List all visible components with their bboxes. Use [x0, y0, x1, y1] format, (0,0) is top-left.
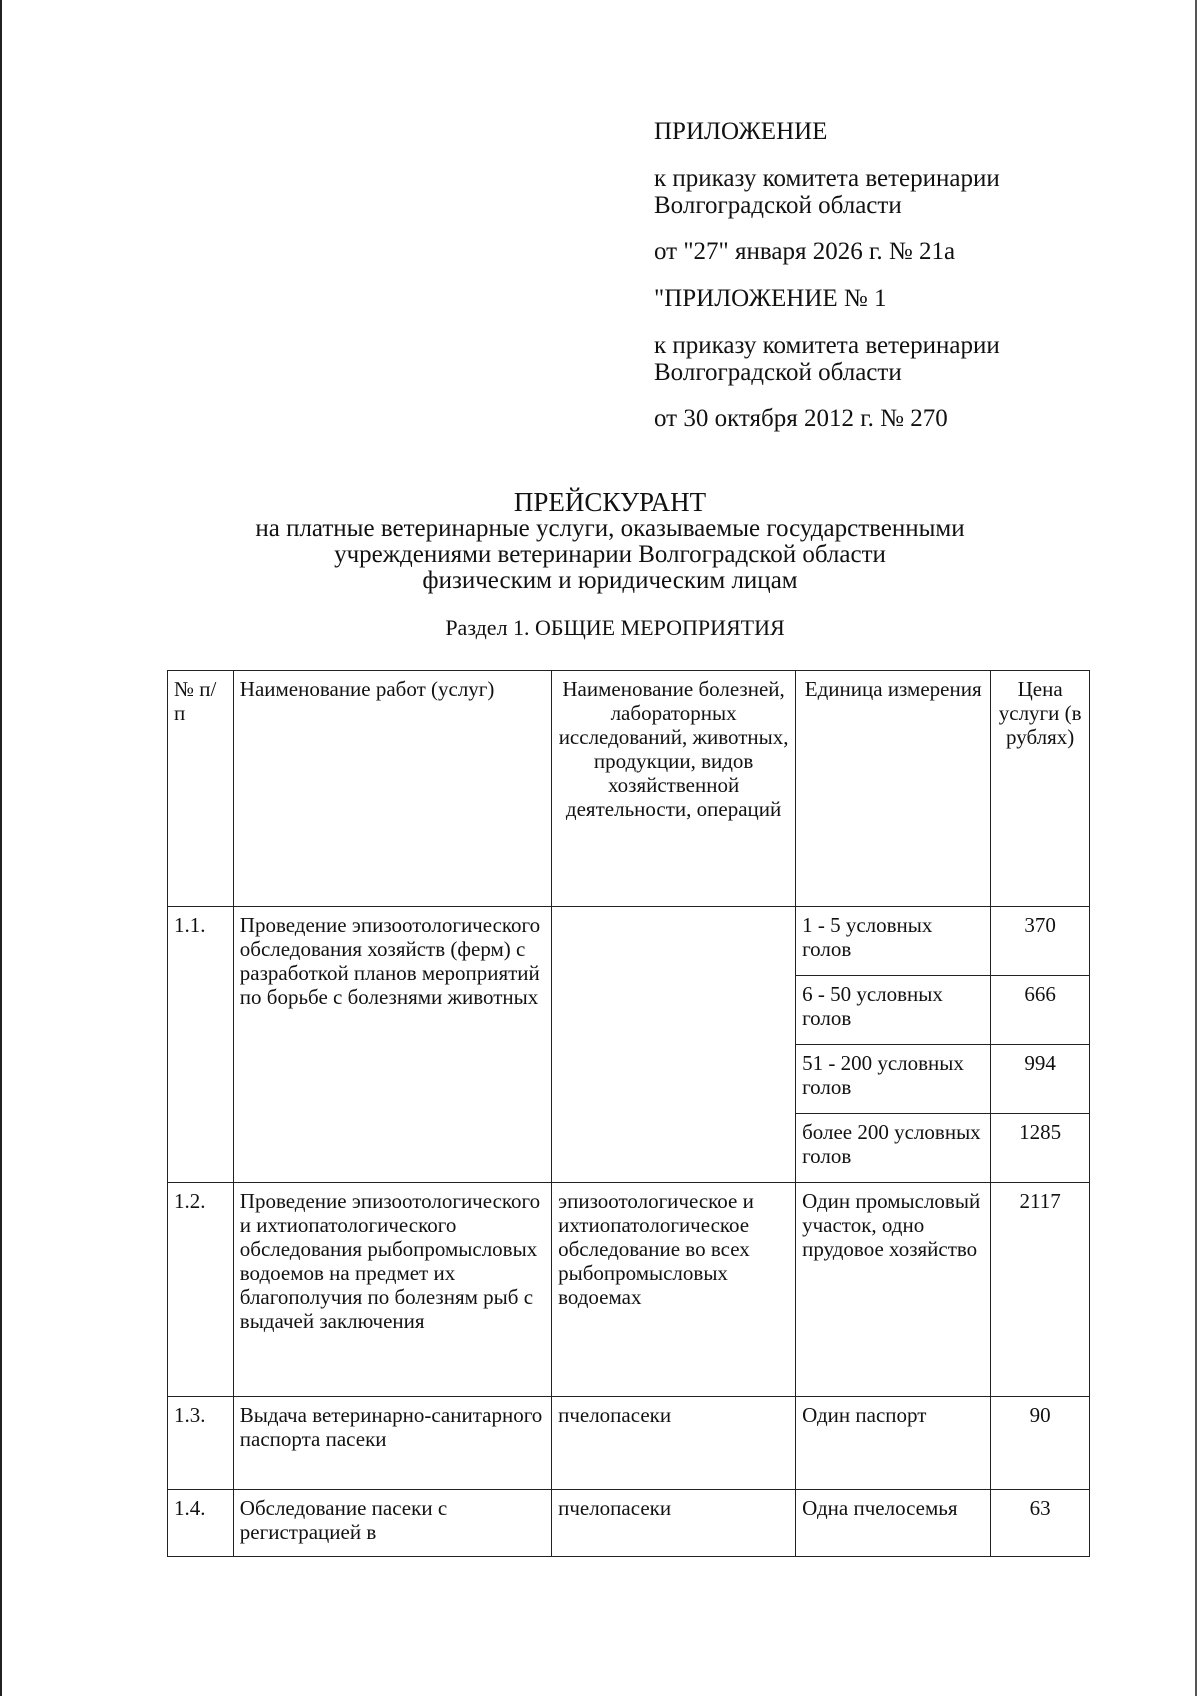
row-unit: 6 - 50 условных голов: [796, 976, 991, 1045]
table-row: [168, 907, 1090, 976]
appendix-label: ПРИЛОЖЕНИЕ: [654, 118, 828, 145]
table-header-row: [168, 671, 1090, 907]
header-unit: Единица измерения: [796, 671, 991, 907]
row-disease: [552, 907, 796, 1183]
scan-edge-left: [0, 0, 2, 1696]
row-price: 63: [991, 1490, 1090, 1557]
table-row: [168, 1490, 1090, 1557]
title-line-1: на платные ветеринарные услуги, оказываемые государственными: [255, 515, 965, 542]
row-disease: эпизоотологическое и ихтиопатологическое обследование во всех рыбопромысловых водоемах: [552, 1183, 796, 1397]
row-price: 370: [991, 907, 1090, 976]
document-title: [0, 488, 1200, 594]
header-price: Цена услуги (в рублях): [991, 671, 1090, 907]
row-name: Выдача ветеринарно-санитарного паспорта пасеки: [233, 1397, 551, 1490]
section-heading: Раздел 1. ОБЩИЕ МЕРОПРИЯТИЯ: [445, 615, 785, 640]
row-price: 1285: [991, 1114, 1090, 1183]
row-name: Проведение эпизоотологического и ихтиопатологического обследования рыбопромысловых водоемов на предмет их благополучия по болезням рыб с выдачей заключения: [233, 1183, 551, 1397]
row-unit: Один промысловый участок, одно прудовое хозяйство: [796, 1183, 991, 1397]
table-row: [168, 1397, 1090, 1490]
row-price: 90: [991, 1397, 1090, 1490]
appendix-header: [654, 118, 1134, 451]
header-name: Наименование работ (услуг): [233, 671, 551, 907]
title-line-2: учреждениями ветеринарии Волгоградской области: [334, 541, 886, 568]
row-unit: 1 - 5 условных голов: [796, 907, 991, 976]
price-table: [167, 670, 1090, 1557]
row-price: 994: [991, 1045, 1090, 1114]
row-price: 666: [991, 976, 1090, 1045]
title-main: ПРЕЙСКУРАНТ: [513, 487, 707, 517]
row-name: Обследование пасеки с регистрацией в: [233, 1490, 551, 1557]
row-name: Проведение эпизоотологического обследования хозяйств (ферм) с разработкой планов мероприятий по борьбе с болезнями животных: [233, 907, 551, 1183]
row-unit: более 200 условных голов: [796, 1114, 991, 1183]
header-num: № п/п: [168, 671, 234, 907]
appendix-1-label: "ПРИЛОЖЕНИЕ № 1: [654, 285, 887, 312]
order-date-2: от 30 октября 2012 г. № 270: [654, 405, 948, 432]
row-num: 1.2.: [168, 1183, 234, 1397]
row-num: 1.1.: [168, 907, 234, 1183]
row-price: 2117: [991, 1183, 1090, 1397]
row-num: 1.3.: [168, 1397, 234, 1490]
scan-edge-right: [1195, 0, 1197, 1696]
order-reference-1: к приказу комитета ветеринарии Волгоградской области: [654, 165, 1000, 219]
row-unit: Одна пчелосемья: [796, 1490, 991, 1557]
row-disease: пчелопасеки: [552, 1397, 796, 1490]
order-date-1: от "27" января 2026 г. № 21а: [654, 238, 956, 265]
table-row: [168, 1183, 1090, 1397]
row-unit: 51 - 200 условных голов: [796, 1045, 991, 1114]
title-line-3: физическим и юридическим лицам: [422, 567, 798, 594]
header-disease: Наименование болезней, лабораторных исследований, животных, продукции, видов хозяйственной деятельности, операций: [552, 671, 796, 907]
row-disease: пчелопасеки: [552, 1490, 796, 1557]
row-unit: Один паспорт: [796, 1397, 991, 1490]
row-num: 1.4.: [168, 1490, 234, 1557]
order-reference-2: к приказу комитета ветеринарии Волгоградской области: [654, 332, 1000, 386]
